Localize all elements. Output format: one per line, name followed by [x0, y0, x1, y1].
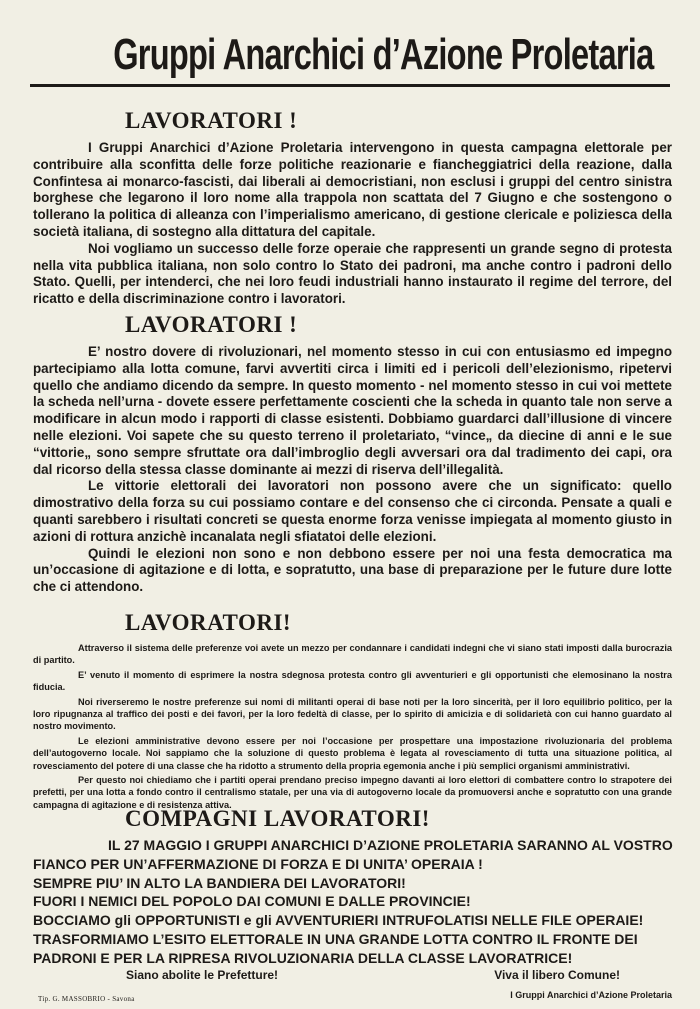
section-3	[33, 610, 672, 813]
section-2-paragraph: Le vittorie elettorali dei lavoratori non possono avere che un significato: quello dimostrativo della forza su cui possiamo contare e del consenso che ci circonda. Pensate a quali e quanti sarebbero i risultati concreti se questa enorme forza venisse impiegata al momento giusto in azioni di rottura anzichè incanalata negli sfiatatoi delle elezioni.	[33, 478, 672, 544]
masthead	[30, 28, 670, 87]
section-1-paragraph: I Gruppi Anarchici d’Azione Proletaria intervengono in questa campagna elettorale per contribuire alla sconfitta delle forze politiche reazionarie e fiancheggiatrici della reazione, dalla Confintesa ai monarco-fascisti, dai liberali ai democristiani, non esclusi i gruppi del centro sinistra borghese che legarono il loro nome alla trappola non scattata del 7 Giugno e che sostengono o tollerano la politica di alleanza con l’imperialismo americano, di gestione clericale e poliziesca della società italiana, di sostegno alla dittatura del capitale.	[33, 140, 672, 239]
section-2-paragraph: E’ nostro dovere di rivoluzionari, nel momento stesso in cui con entusiasmo ed impegno partecipiamo alla lotta comune, farvi avvertiti circa i limiti ed i pericoli dell’elezionismo, ripetervi quello che andiamo dicendo da sempre. In questo momento - nel momento stesso in cui voi mettete la scheda nell’urna - dovete essere perfettamente coscienti che la scheda in quanto tale non serve a modificare in alcun modo i rapporti di classe esistenti. Dobbiamo guardarci dall’illusione di vincere nelle elezioni. Voi sapete che su questo terreno il proletariato, “vince„ da diecine di anni e le sue “vittorie„ sono sempre sfruttate ora dall’imbroglio degli avversari ora dal tradimento dei capi, ora dal ricorso della stessa classe dominante ai mezzi di riserva dell’illegalità.	[33, 344, 672, 477]
poster-title: Gruppi Anarchici d’Azione Proletaria	[113, 30, 654, 79]
slogan-abolish-prefectures: Siano abolite le Prefetture!	[126, 968, 279, 982]
slogan-line: TRASFORMIAMO L’ESITO ELETTORALE IN UNA GRANDE LOTTA CONTRO IL FRONTE DEI	[33, 930, 638, 947]
section-2-paragraph: Quindi le elezioni non sono e non debbono essere per noi una festa democratica ma un’occasione di agitazione e di lotta, e sopratutto, una base di preparazione per le future dure lotte che ci attendono.	[33, 545, 672, 595]
section-3-paragraph: Attraverso il sistema delle preferenze voi avete un mezzo per condannare i candidati indegni che vi siano stati imposti dalla burocrazia di partito.	[33, 643, 672, 666]
slogan-line: BOCCIAMO gli OPPORTUNISTI e gli AVVENTURIERI INTRUFOLATISI NELLE FILE OPERAIE!	[33, 912, 644, 929]
section-2-heading: LAVORATORI !	[125, 312, 298, 337]
section-3-paragraph: E’ venuto il momento di esprimere la nostra sdegnosa protesta contro gli avventurieri e gli opportunisti che elemosinano la nostra fiducia.	[33, 669, 672, 693]
slogan-line: PADRONI E PER LA RIPRESA RIVOLUZIONARIA DELLA CLASSE LAVORATRICE!	[33, 949, 573, 966]
signature: I Gruppi Anarchici d’Azione Proletaria	[510, 990, 672, 1000]
section-4-heading: COMPAGNI LAVORATORI!	[125, 806, 430, 831]
slogan-free-commune: Viva il libero Comune!	[494, 968, 620, 982]
section-2	[33, 312, 672, 596]
section-4	[33, 806, 672, 968]
section-3-paragraph: Noi riverseremo le nostre preferenze sui nomi di militanti operai di base noti per la loro sincerità, per il loro equilibrio politico, per la loro ripugnanza al traffico dei posti e dei favori, per la loro fedeltà di classe, per lo spirito di amicizia e di solidarietà con cui hanno guardato al nostro movimento.	[33, 696, 672, 732]
printer-imprint: Tip. G. MASSOBRIO - Savona	[38, 995, 135, 1003]
slogan-line: FUORI I NEMICI DEL POPOLO DAI COMUNI E DALLE PROVINCIE!	[33, 893, 471, 910]
section-3-heading: LAVORATORI!	[125, 610, 292, 635]
footer-slogans	[126, 968, 620, 986]
slogan-line: SEMPRE PIU’ IN ALTO LA BANDIERA DEI LAVORATORI!	[33, 874, 406, 891]
section-3-paragraph: Per questo noi chiediamo che i partiti operai prendano preciso impegno davanti ai loro elettori di combattere contro lo strapotere dei prefetti, per una lotta a fondo contro il centralismo statale, per una via di autogoverno locale da promuoversi anche e sopratutto con una grande campagna di agitazione e di resistenza attiva.	[33, 775, 672, 810]
section-1	[33, 108, 672, 308]
section-1-heading: LAVORATORI !	[125, 108, 298, 133]
slogan-line: FIANCO PER UN’AFFERMAZIONE DI FORZA E DI UNITA’ OPERAIA !	[33, 855, 483, 872]
slogan-line: IL 27 MAGGIO I GRUPPI ANARCHICI D’AZIONE PROLETARIA SARANNO AL VOSTRO	[108, 837, 673, 853]
section-1-paragraph: Noi vogliamo un successo delle forze operaie che rappresenti un grande segno di protesta nella vita pubblica italiana, non solo contro lo Stato dei padroni, ma anche contro i padroni dello Stato. Quelli, per intenderci, che nei loro feudi industriali hanno instaurato il regime del terrore, del ricatto e della discriminazione contro i lavoratori.	[33, 240, 672, 307]
section-3-paragraph: Le elezioni amministrative devono essere per noi l’occasione per prospettare una impostazione rivoluzionaria del problema dell’autogoverno locale. Noi sappiamo che la soluzione di questo problema è legata al rovesciamento di tutta una situazione politica, al rovesciamento del potere di una classe che ha ridotto a strumento della propria egemonia anche i più semplici organismi amministrativi.	[33, 735, 672, 771]
